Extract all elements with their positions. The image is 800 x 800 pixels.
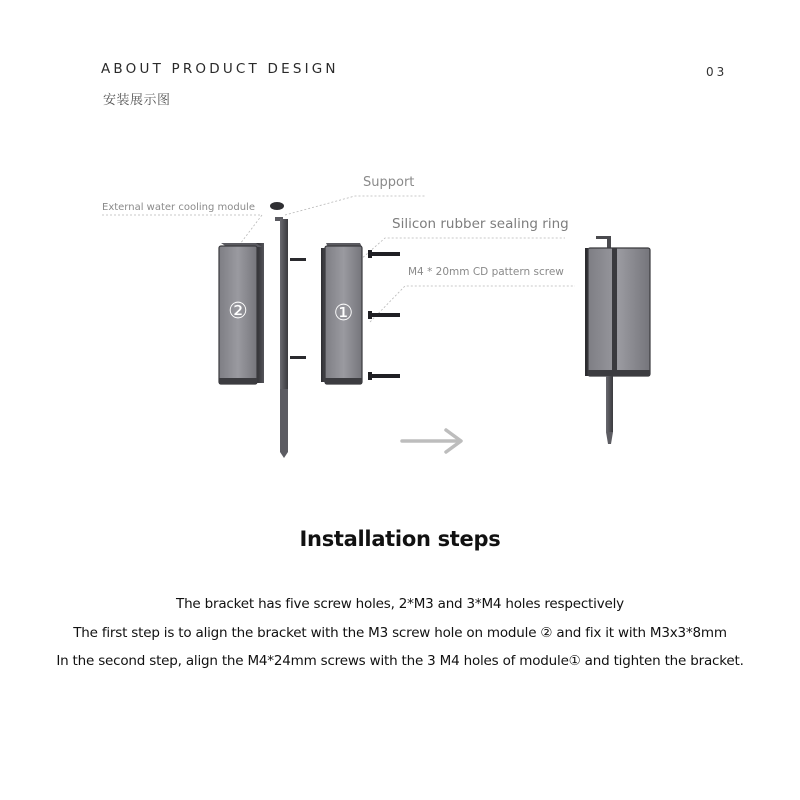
module-leader [102, 215, 262, 244]
callout-support: Support [363, 175, 415, 190]
assembled-unit [585, 236, 650, 444]
section-title: Installation steps [299, 527, 501, 551]
support-leader [285, 196, 425, 215]
header-subtitle: 安装展示图 [103, 93, 171, 108]
direction-arrow [402, 430, 461, 452]
screws [368, 250, 400, 380]
bracket [275, 217, 306, 458]
sealing-ring-leader [360, 238, 565, 260]
screw-middle [368, 311, 400, 319]
step-line-3: In the second step, align the M4*24mm screws with the 3 M4 holes of module① and tighten the bracket. [56, 653, 744, 669]
step-line-2: The first step is to align the bracket with the M3 screw hole on module ② and fix it with M3x3*8mm [73, 625, 727, 641]
callout-sealing-ring: Silicon rubber sealing ring [392, 216, 569, 232]
callout-screw: M4 * 20mm CD pattern screw [408, 266, 564, 278]
callout-module: External water cooling module [102, 202, 255, 213]
screw-bottom [368, 372, 400, 380]
screw-top [368, 250, 400, 258]
support-cap [270, 202, 284, 210]
module-2-number: ② [228, 299, 248, 324]
step-line-1: The bracket has five screw holes, 2*M3 and 3*M4 holes respectively [176, 596, 624, 612]
page-number: 03 [706, 65, 728, 79]
module-1-number: ① [333, 301, 354, 326]
header-title: ABOUT PRODUCT DESIGN [101, 61, 339, 77]
screw-leader [370, 286, 575, 322]
